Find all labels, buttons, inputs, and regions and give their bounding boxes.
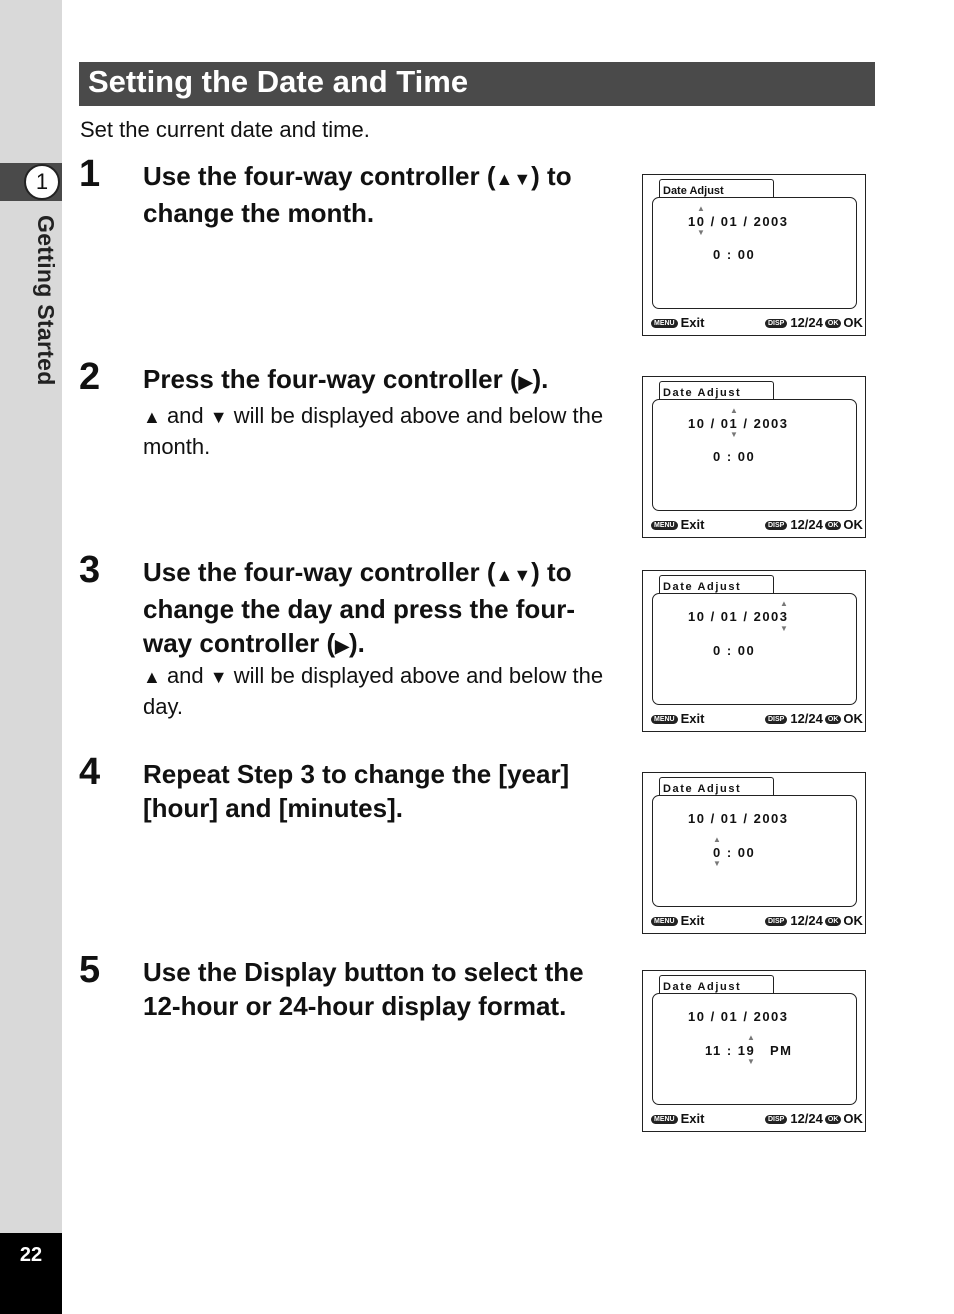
up-arrow-icon: ▲ bbox=[495, 169, 514, 189]
lcd-tab-title: Date Adjust bbox=[659, 179, 774, 202]
chapter-label: Getting Started bbox=[33, 215, 59, 386]
step-4-heading: Repeat Step 3 to change the [year] [hour] and [minutes]. bbox=[143, 759, 570, 823]
step-3-number: 3 bbox=[79, 549, 101, 591]
down-arrow-icon: ▼ bbox=[209, 667, 228, 687]
lcd-up-arrow-icon: ▲ bbox=[697, 204, 705, 213]
intro-text: Set the current date and time. bbox=[80, 117, 370, 142]
step-4-number: 4 bbox=[79, 751, 101, 793]
lcd-tab-title: Date Adjust bbox=[659, 381, 774, 404]
lcd-meridiem: PM bbox=[770, 1043, 793, 1058]
lcd-date: 10 / 01 / 2003 bbox=[688, 609, 789, 624]
step-1-heading: Use the four-way controller (▲▼) to change the month. bbox=[143, 161, 572, 228]
right-arrow-icon: ▶ bbox=[335, 636, 349, 656]
lcd-date: 10 / 01 / 2003 bbox=[688, 1009, 789, 1024]
lcd-down-arrow-icon: ▼ bbox=[697, 228, 705, 237]
menu-key-icon: MENU bbox=[651, 917, 678, 926]
lcd-footer-right: DISP 12/24 OK OK bbox=[765, 712, 863, 725]
lcd-up-arrow-icon: ▲ bbox=[730, 406, 738, 415]
step-3-body: ▲ and ▼ will be displayed above and below the day. bbox=[143, 663, 604, 719]
menu-key-icon: MENU bbox=[651, 521, 678, 530]
lcd-footer-right: DISP 12/24 OK OK bbox=[765, 316, 863, 329]
up-arrow-icon: ▲ bbox=[143, 407, 161, 427]
lcd-tab-title: Date Adjust bbox=[659, 975, 774, 998]
ok-key-icon: OK bbox=[825, 917, 842, 926]
step-2-heading: Press the four-way controller (▶). bbox=[143, 364, 549, 394]
down-arrow-icon: ▼ bbox=[513, 169, 532, 189]
lcd-up-arrow-icon: ▲ bbox=[780, 599, 788, 608]
lcd-footer-left: MENU Exit bbox=[651, 316, 704, 329]
lcd-footer-left: MENU Exit bbox=[651, 712, 704, 725]
disp-key-icon: DISP bbox=[765, 715, 787, 724]
menu-key-icon: MENU bbox=[651, 319, 678, 328]
lcd-time: 11 : 19 bbox=[705, 1043, 756, 1058]
lcd-down-arrow-icon: ▼ bbox=[780, 624, 788, 633]
lcd-time: 0 : 00 bbox=[713, 449, 756, 464]
up-arrow-icon: ▲ bbox=[495, 565, 514, 585]
lcd-footer-right: DISP 12/24 OK OK bbox=[765, 1112, 863, 1125]
chapter-number: 1 bbox=[24, 164, 60, 200]
lcd-footer-left: MENU Exit bbox=[651, 914, 704, 927]
lcd-date: 10 / 01 / 2003 bbox=[688, 416, 789, 431]
ok-key-icon: OK bbox=[825, 715, 842, 724]
page-number: 22 bbox=[19, 1244, 43, 1266]
lcd-time: 0 : 00 bbox=[713, 247, 756, 262]
lcd-down-arrow-icon: ▼ bbox=[747, 1057, 755, 1066]
lcd-up-arrow-icon: ▲ bbox=[747, 1033, 755, 1042]
lcd-footer-left: MENU Exit bbox=[651, 1112, 704, 1125]
lcd-time: 0 : 00 bbox=[713, 643, 756, 658]
menu-key-icon: MENU bbox=[651, 1115, 678, 1124]
down-arrow-icon: ▼ bbox=[209, 407, 228, 427]
lcd-tab-title: Date Adjust bbox=[659, 575, 774, 598]
disp-key-icon: DISP bbox=[765, 1115, 787, 1124]
lcd-footer-left: MENU Exit bbox=[651, 518, 704, 531]
disp-key-icon: DISP bbox=[765, 917, 787, 926]
lcd-down-arrow-icon: ▼ bbox=[730, 430, 738, 439]
ok-key-icon: OK bbox=[825, 521, 842, 530]
lcd-up-arrow-icon: ▲ bbox=[713, 835, 721, 844]
disp-key-icon: DISP bbox=[765, 521, 787, 530]
disp-key-icon: DISP bbox=[765, 319, 787, 328]
up-arrow-icon: ▲ bbox=[143, 667, 161, 687]
lcd-tab-title: Date Adjust bbox=[659, 777, 774, 800]
step-1-number: 1 bbox=[79, 153, 101, 195]
step-2-body: ▲ and ▼ will be displayed above and below the month. bbox=[143, 403, 604, 459]
step-5-heading: Use the Display button to select the 12-hour or 24-hour display format. bbox=[143, 957, 584, 1021]
step-2-number: 2 bbox=[79, 356, 101, 398]
lcd-time: 0 : 00 bbox=[713, 845, 756, 860]
step-5-number: 5 bbox=[79, 949, 101, 991]
lcd-down-arrow-icon: ▼ bbox=[713, 859, 721, 868]
ok-key-icon: OK bbox=[825, 1115, 842, 1124]
right-arrow-icon: ▶ bbox=[518, 372, 533, 392]
lcd-date: 10 / 01 / 2003 bbox=[688, 811, 789, 826]
page-title: Setting the Date and Time bbox=[88, 64, 469, 99]
menu-key-icon: MENU bbox=[651, 715, 678, 724]
down-arrow-icon: ▼ bbox=[513, 565, 532, 585]
lcd-footer-right: DISP 12/24 OK OK bbox=[765, 518, 863, 531]
ok-key-icon: OK bbox=[825, 319, 842, 328]
lcd-date: 10 / 01 / 2003 bbox=[688, 214, 789, 229]
step-3-heading: Use the four-way controller (▲▼) to change the day and press the four-way controller (▶). bbox=[143, 557, 575, 658]
lcd-footer-right: DISP 12/24 OK OK bbox=[765, 914, 863, 927]
